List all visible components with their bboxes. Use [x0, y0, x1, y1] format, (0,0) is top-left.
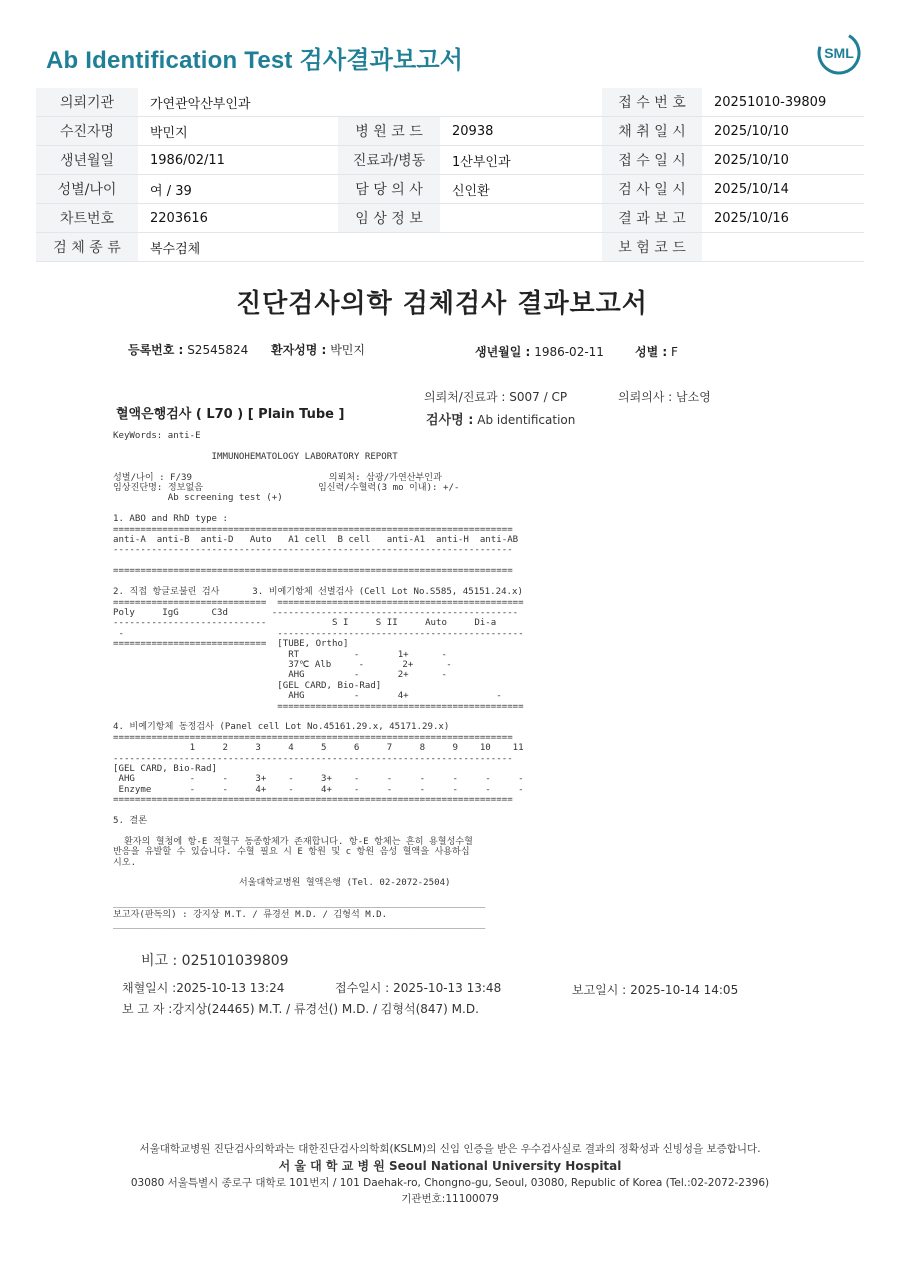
receive-label: 접수일시 : — [335, 981, 390, 995]
footer-hospital-name: 서 울 대 학 교 병 원 Seoul National University Hospital — [278, 1159, 622, 1173]
info-label: 담 당 의 사 — [338, 175, 440, 204]
report-time — [572, 981, 738, 998]
reporter — [122, 1000, 479, 1017]
test-group: 혈액은행검사 ( L70 ) [ Plain Tube ] — [116, 407, 345, 422]
info-value: 2025/10/10 — [702, 146, 864, 175]
remark — [141, 950, 289, 970]
sml-logo — [816, 30, 862, 76]
info-value: 2025/10/16 — [702, 204, 864, 233]
birth-label: 생년월일 : — [475, 345, 531, 359]
registration-number — [128, 341, 248, 358]
registration-label: 등록번호 : — [128, 343, 184, 357]
report-title: 진단검사의학 검체검사 결과보고서 — [236, 289, 648, 319]
sex-label: 성별 : — [635, 345, 668, 359]
reporter-value: 강지상(24465) M.T. / 류경선() M.D. / 김형석(847) M.D. — [172, 1002, 479, 1016]
patient-name — [271, 341, 365, 358]
info-label: 진료과/병동 — [338, 146, 440, 175]
info-value: 박민지 — [138, 117, 338, 146]
info-value: 2025/10/10 — [702, 117, 864, 146]
info-row — [36, 117, 864, 146]
info-value: 2203616 — [138, 204, 338, 233]
info-label: 접 수 번 호 — [602, 88, 702, 117]
info-label: 임 상 정 보 — [338, 204, 440, 233]
info-label: 수진자명 — [36, 117, 138, 146]
info-label: 보 험 코 드 — [602, 233, 702, 262]
info-value: 가연관악산부인과 — [138, 88, 602, 117]
info-label: 검 사 일 시 — [602, 175, 702, 204]
birth-date — [475, 343, 604, 360]
info-value: 20251010-39809 — [702, 88, 864, 117]
reporter-label: 보 고 자 : — [122, 1002, 173, 1016]
info-value: 신인환 — [440, 175, 602, 204]
info-value: 1산부인과 — [440, 146, 602, 175]
collect-label: 채혈일시 : — [122, 981, 177, 995]
info-value: 복수검체 — [138, 233, 602, 262]
report-label: 보고일시 : — [572, 983, 627, 997]
birth-value: 1986-02-11 — [534, 345, 604, 359]
patient-info-table — [36, 88, 864, 262]
info-row — [36, 146, 864, 175]
info-value: 2025/10/14 — [702, 175, 864, 204]
info-label: 병 원 코 드 — [338, 117, 440, 146]
footer-certification: 서울대학교병원 진단검사의학과는 대한진단검사의학회(KSLM)의 신임 인증을 받은 우수검사실로 결과의 정확성과 신빙성을 보증합니다. — [139, 1143, 761, 1155]
info-label: 채 취 일 시 — [602, 117, 702, 146]
info-label: 차트번호 — [36, 204, 138, 233]
test-name-value: Ab identification — [477, 413, 576, 427]
test-name-label: 검사명 : — [426, 413, 474, 428]
footer-institution-number: 기관번호:11100079 — [401, 1193, 499, 1205]
info-label: 성별/나이 — [36, 175, 138, 204]
patient-label: 환자성명 : — [271, 343, 327, 357]
collect-value: 2025-10-13 13:24 — [176, 981, 285, 995]
patient-value: 박민지 — [330, 343, 365, 357]
info-value: 20938 — [440, 117, 602, 146]
lab-report-body: KeyWords: anti-E IMMUNOHEMATOLOGY LABORATORY REPORT 성별/나이 : F/39 의뢰처: 삼광/가연산부인과 임상진단명: 정보없음 임신력/수혈력(3 mo 이내): +/- Ab screening test (+) 1. ABO and RhD type : ========================================================================= anti-A anti-B anti-D Auto A1 cell B cell anti-A1 anti-H anti-AB ------------------------------------------------------------------------- ========================================================================= 2. 직접 항글로불린 검사 3. 비예기항체 선별검사 (Cell Lot No.S585, 45151.24.x) ============================ ============================================= Poly IgG C3d --------------------------------------------- ---------------------------- S I S II Auto Di-a - --------------------------------------------- ============================ [TUBE, Ortho] RT - 1+ - 37℃ Alb - 2+ - AHG - 2+ - [GEL CARD, Bio-Rad] AHG - 4+ - ============================================= 4. 비예기항체 동정검사 (Panel cell Lot No.45161.29.x, 45171.29.x) ========================================================================= 1 2 3 4 5 6 7 8 9 10 11 ------------------------------------------------------------------------- [GEL CARD, Bio-Rad] AHG - - 3+ - 3+ - - - - - - Enzyme - - 4+ - 4+ - - - - - - ========================================================================= 5. 결론 환자의 혈청에 항-E 적혈구 동종항체가 존재합니다. 항-E 항체는 흔히 용혈성수혈 반응을 유발할 수 있습니다. 수혈 필요 시 E 항원 및 c 항원 음성 혈액을 사용하십 시오. 서울대학교병원 혈액은행 (Tel. 02-2072-2504) ____________________________________________________________________ 보고자(판독의) : 강지상 M.T. / 류경선 M.D. / 김형석 M.D. ____________________________________________________________________ — [113, 431, 524, 931]
report-value: 2025-10-14 14:05 — [630, 983, 739, 997]
info-value — [440, 204, 602, 233]
remark-label: 비고 : — [141, 953, 178, 969]
info-row — [36, 204, 864, 233]
info-row — [36, 88, 864, 117]
receive-time — [335, 979, 501, 996]
sex — [635, 343, 678, 360]
info-label: 검 체 종 류 — [36, 233, 138, 262]
info-label: 접 수 일 시 — [602, 146, 702, 175]
remark-value: 025101039809 — [181, 953, 289, 969]
info-label: 생년월일 — [36, 146, 138, 175]
receive-value: 2025-10-13 13:48 — [393, 981, 502, 995]
info-label: 의뢰기관 — [36, 88, 138, 117]
info-row — [36, 233, 864, 262]
document-title: Ab Identification Test 검사결과보고서 — [46, 47, 464, 74]
registration-value: S2545824 — [187, 343, 249, 357]
info-row — [36, 175, 864, 204]
info-label: 결 과 보 고 — [602, 204, 702, 233]
requesting-doctor: 의뢰의사 : 남소영 — [618, 390, 711, 404]
requesting-dept: 의뢰처/진료과 : S007 / CP — [424, 390, 568, 404]
footer-address: 03080 서울특별시 종로구 대학로 101번지 / 101 Daehak-ro, Chongno-gu, Seoul, 03080, Republic of Korea (Tel.:02-2072-2396) — [130, 1177, 770, 1189]
info-value — [702, 233, 864, 262]
info-value: 1986/02/11 — [138, 146, 338, 175]
collect-time — [122, 979, 284, 996]
test-name — [426, 409, 575, 428]
sex-value: F — [671, 345, 678, 359]
info-value: 여 / 39 — [138, 175, 338, 204]
logo-text: SML — [824, 45, 854, 61]
